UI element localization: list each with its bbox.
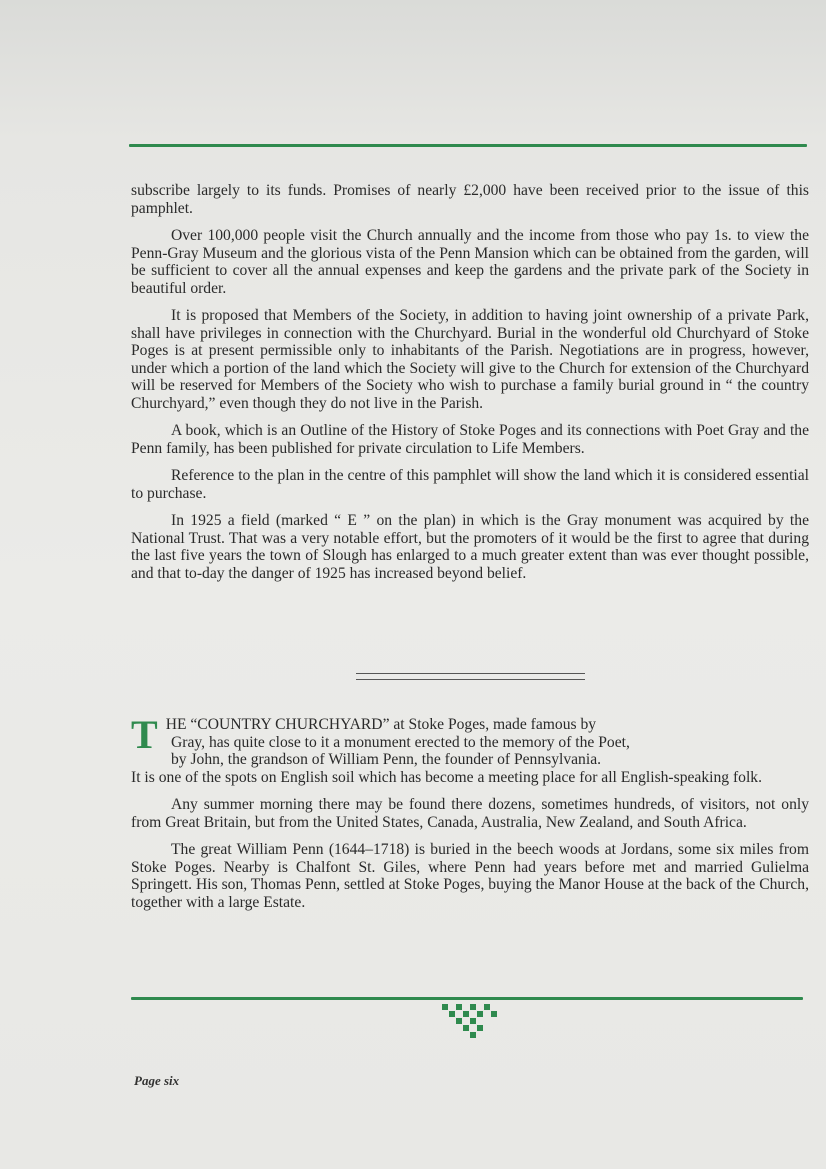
intro-line-2: Gray, has quite close to it a monument erected to the memory of the Poet, <box>171 733 630 751</box>
intro-paragraph <box>131 712 809 786</box>
intro-line-3: by John, the grandson of William Penn, the founder of Pennsylvania. <box>171 751 602 768</box>
paragraph: A book, which is an Outline of the History of Stoke Poges and its connections with Poet Gray and the Penn family, has been published for private circulation to Life Members. <box>131 422 809 457</box>
page-number-label: Page six <box>134 1073 180 1088</box>
checker-ornament-icon <box>440 1000 502 1038</box>
paragraph: subscribe largely to its funds. Promises of nearly £2,000 have been received prior to the issue of this pamphlet. <box>131 182 809 217</box>
paragraph: Over 100,000 people visit the Church annually and the income from those who pay 1s. to view the Penn-Gray Museum and the glorious vista of the Penn Mansion which can be obtained from the garden, will be sufficient to cover all the annual expenses and keep the gardens and the private park of the Society in beautiful order. <box>131 227 809 297</box>
paragraph: The great William Penn (1644–1718) is buried in the beech woods at Jordans, some six miles from Stoke Poges. Nearby is Chalfont St. Giles, where Penn had years before met and married Gulielma Springett. His son, Thomas Penn, settled at Stoke Poges, buying the Manor House at the back of the Church, together with a large Estate. <box>131 841 809 911</box>
intro-line-rest: It is one of the spots on English soil which has become a meeting place for all English-speaking folk. <box>131 768 762 786</box>
paragraph: It is proposed that Members of the Society, in addition to having joint ownership of a private Park, shall have privileges in connection with the Churchyard. Burial in the wonderful old Churchyard of Stoke Poges is at present permissible only to inhabitants of the Parish. Negotiations are in progress, however, under which a portion of the land which the Society will give to the Church for extension of the Churchyard will be reserved for Members of the Society who wish to purchase a family burial ground in “ the country Churchyard,” even though they do not live in the Parish. <box>131 307 809 412</box>
paragraph: Any summer morning there may be found there dozens, sometimes hundreds, of visitors, not only from Great Britain, but from the United States, Canada, Australia, New Zealand, and South Africa. <box>131 796 809 831</box>
drop-cap: T <box>131 712 158 757</box>
section-bottom <box>131 712 809 921</box>
section-top <box>131 182 809 592</box>
intro-first-line: HE “COUNTRY CHURCHYARD” at Stoke Poges, made famous by <box>165 716 597 733</box>
double-rule-divider <box>356 673 585 680</box>
paragraph: In 1925 a field (marked “ E ” on the plan) in which is the Gray monument was acquired by the National Trust. That was a very notable effort, but the promoters of it would be the first to agree that during the last five years the town of Slough has enlarged to a much greater extent than was ever thought possible, and that to-day the danger of 1925 has increased beyond belief. <box>131 512 809 582</box>
top-green-rule <box>129 144 807 147</box>
paragraph: Reference to the plan in the centre of this pamphlet will show the land which it is considered essential to purchase. <box>131 467 809 502</box>
